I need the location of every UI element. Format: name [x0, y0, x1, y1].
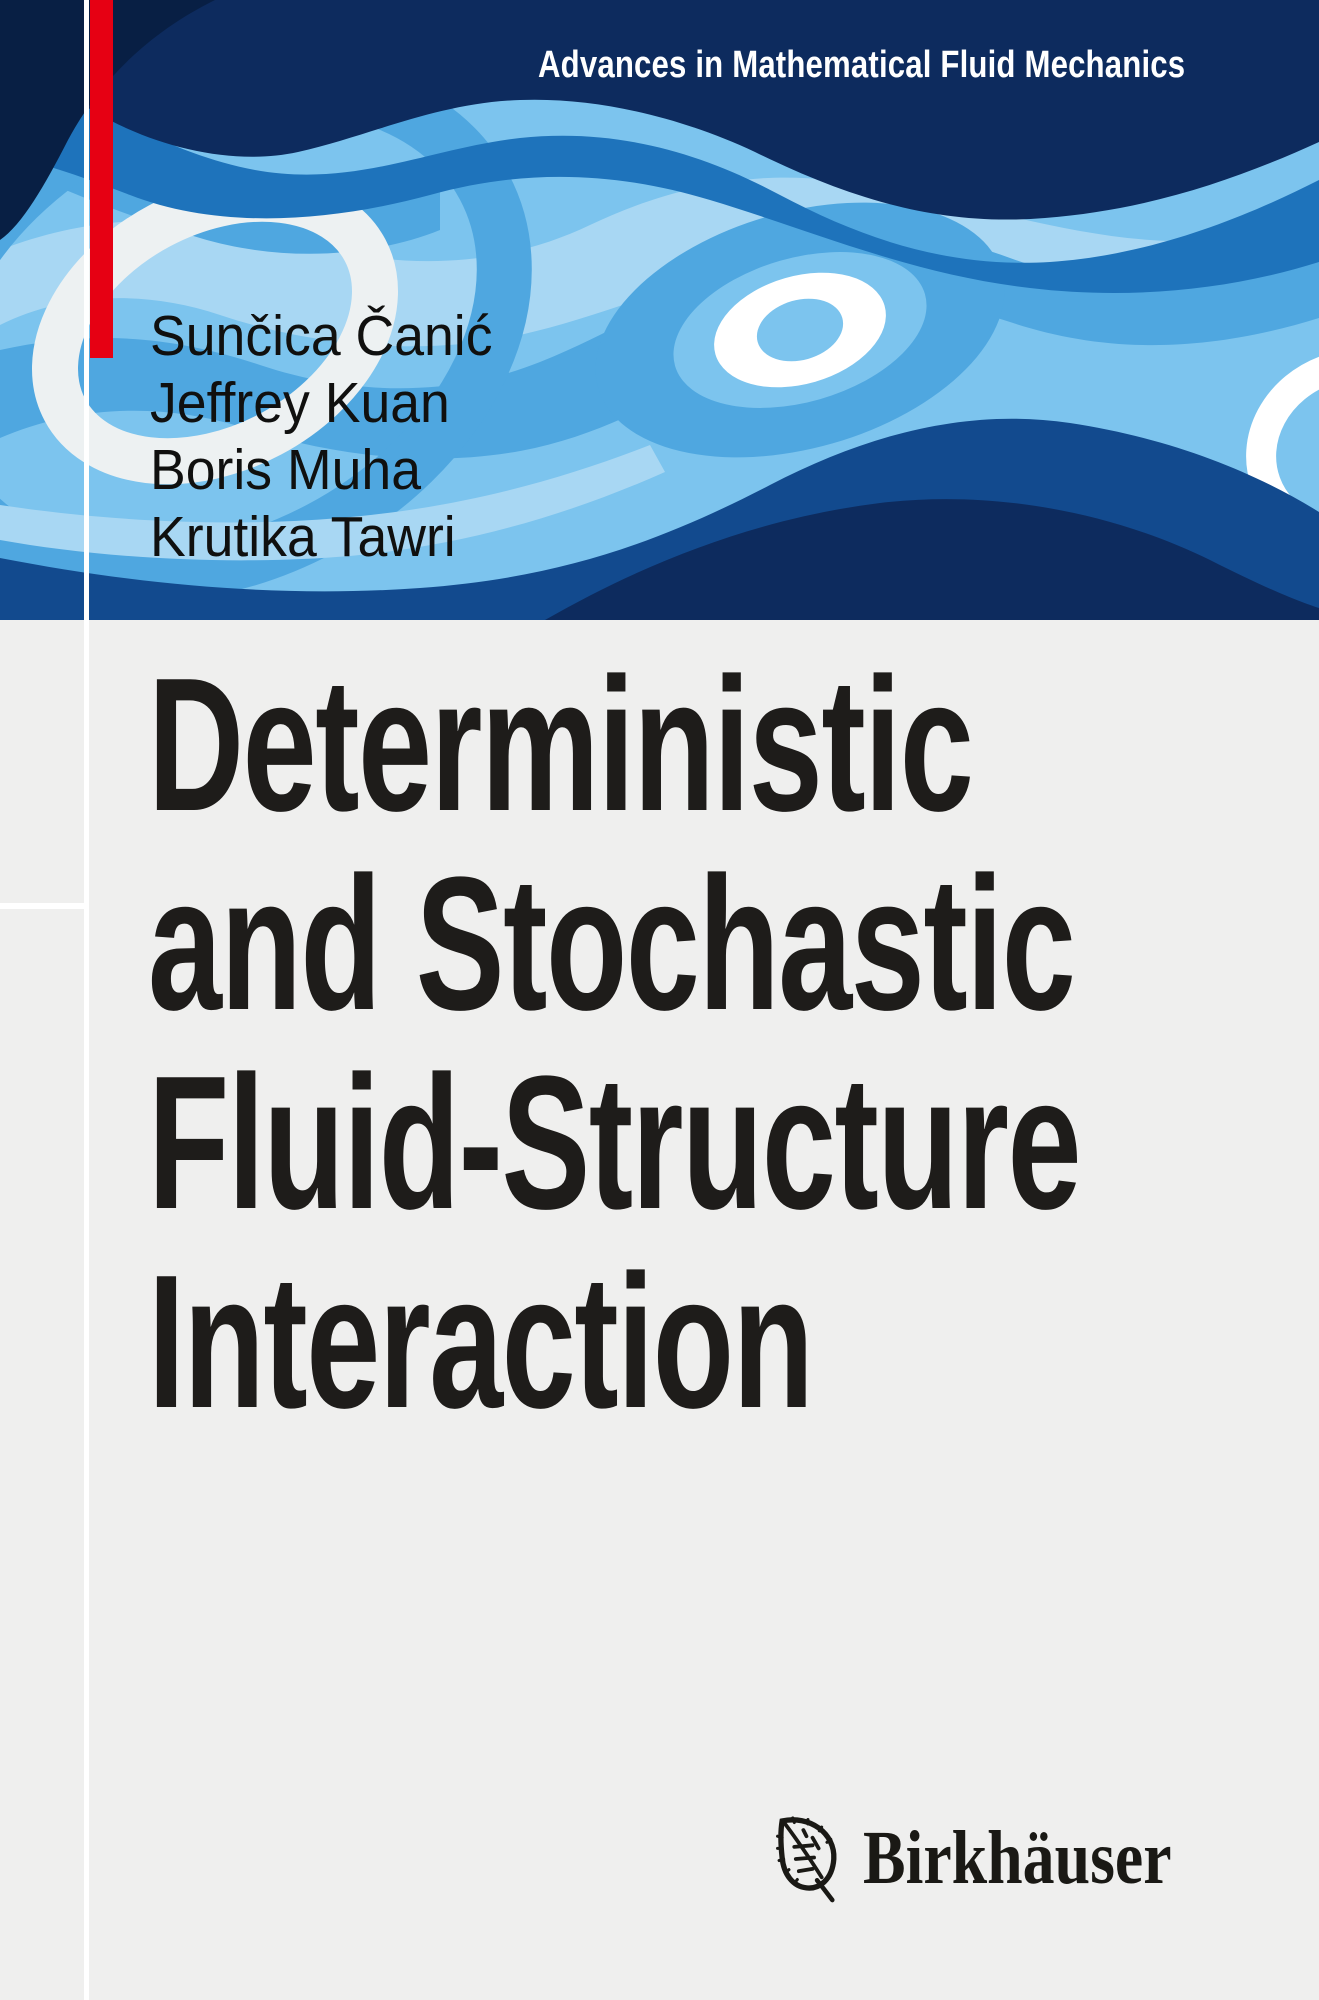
book-title-line: Fluid-Structure	[148, 1037, 1081, 1249]
book-title-line: Deterministic	[148, 639, 973, 851]
publisher-logo	[773, 1812, 1230, 1906]
red-accent-stripe	[90, 0, 113, 358]
author-name: Sunčica Čanić	[150, 304, 493, 368]
author-name: Boris Muha	[150, 438, 421, 502]
publisher-name: Birkhäuser	[863, 1816, 1172, 1900]
horizontal-rule	[0, 903, 84, 909]
book-title	[148, 639, 1081, 1448]
author-name: Krutika Tawri	[150, 505, 456, 569]
book-title-line: Interaction	[148, 1236, 813, 1448]
series-title: Advances in Mathematical Fluid Mechanics	[538, 44, 1186, 86]
birch-leaf-icon	[773, 1812, 849, 1906]
vertical-rule	[84, 0, 89, 2000]
author-list	[150, 303, 492, 571]
book-title-line: and Stochastic	[148, 838, 1075, 1050]
author-name: Jeffrey Kuan	[150, 371, 450, 435]
